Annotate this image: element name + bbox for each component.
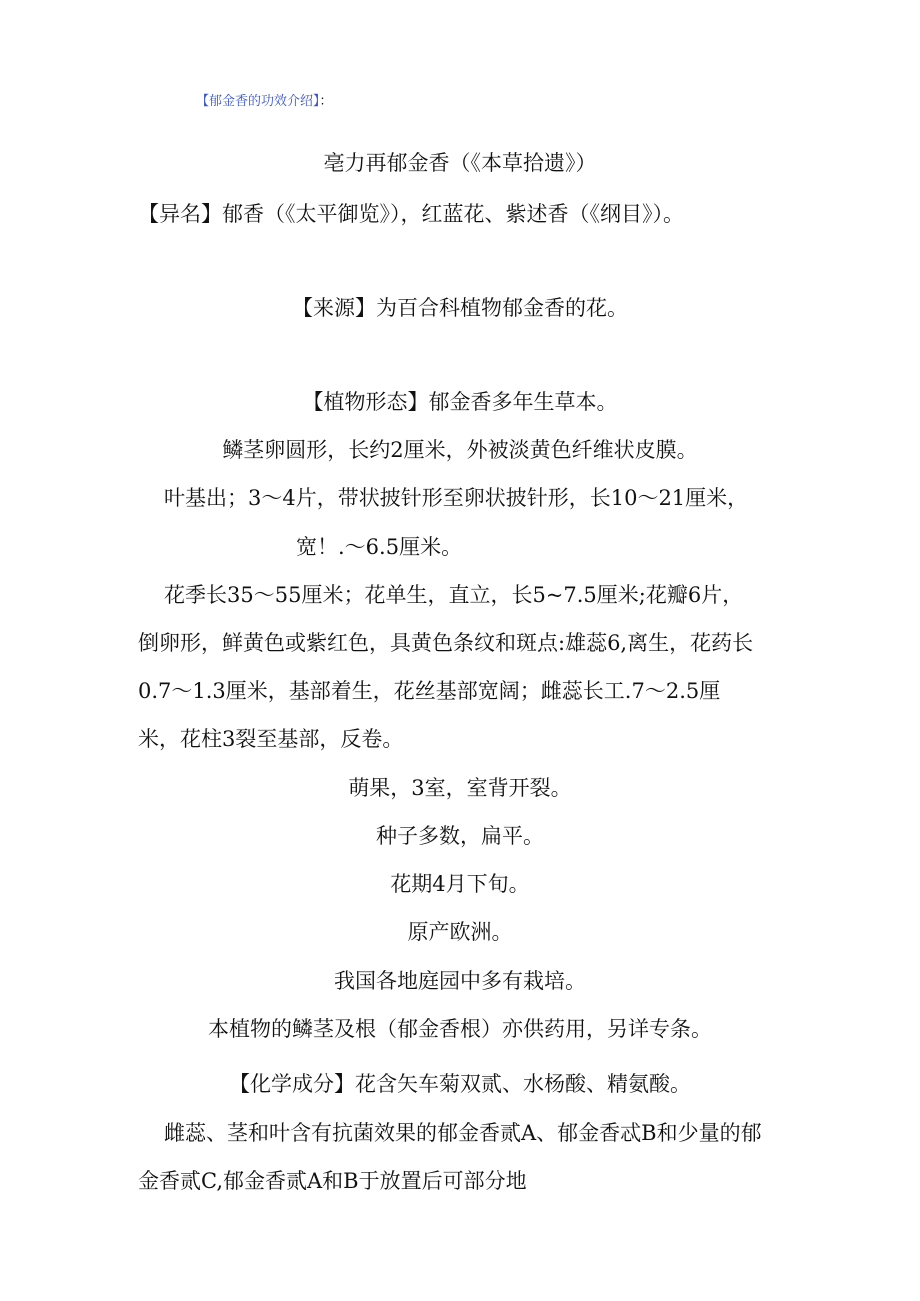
cultivation-line: 我国各地庭园中多有栽培。 [334, 969, 586, 993]
leaf-line-1: 叶基出；3～4片，带状披针形至卵状披针形，长10～21厘米， [164, 486, 749, 510]
seed-line: 种子多数，扁平。 [376, 824, 544, 848]
source-line: 【来源】为百合科植物郁金香的花。 [292, 296, 628, 320]
morphology-heading: 【植物形态】郁金香多年生草本。 [302, 390, 618, 414]
flower-line-1: 花季长35～55厘米；花单生，直立，长5~7.5厘米;花瓣6片， [164, 583, 744, 607]
document-title: 亳力再郁金香（《本草拾遗》） [323, 151, 597, 175]
header-note-label: 【郁金香的功效介绍】 [196, 94, 320, 109]
header-note-suffix: ： [319, 94, 333, 109]
section-header-note [196, 92, 333, 112]
flower-line-2: 倒卵形，鲜黄色或紫红色，具黄色条纹和斑点:雄蕊6,离生，花药长 [138, 631, 754, 655]
chemistry-heading: 【化学成分】花含矢车菊双贰、水杨酸、精氨酸。 [229, 1072, 691, 1096]
medicinal-use-line: 本植物的鳞茎及根（郁金香根）亦供药用，另详专条。 [208, 1017, 712, 1041]
flower-line-3: 0.7～1.3厘米，基部着生，花丝基部宽阔；雌蕊长工.7～2.5厘 [138, 679, 721, 703]
origin-line: 原产欧洲。 [407, 920, 513, 944]
fruit-line: 萌果，3室，室背开裂。 [348, 776, 572, 800]
flower-line-4: 米，花柱3裂至基部，反卷。 [138, 727, 404, 751]
flowering-period-line: 花期4月下旬。 [390, 872, 530, 896]
chemistry-line-1: 雌蕊、茎和叶含有抗菌效果的郁金香贰A、郁金香忒B和少量的郁 [164, 1121, 762, 1145]
leaf-line-2: 宽！.～6.5厘米。 [296, 535, 463, 559]
bulb-line: 鳞茎卵圆形，长约2厘米，外被淡黄色纤维状皮膜。 [222, 438, 698, 462]
alias-line: 【异名】郁香（《太平御览》），红蓝花、紫述香（《纲目》）。 [138, 202, 684, 226]
chemistry-line-2: 金香贰C,郁金香贰A和B于放置后可部分地 [138, 1169, 527, 1193]
